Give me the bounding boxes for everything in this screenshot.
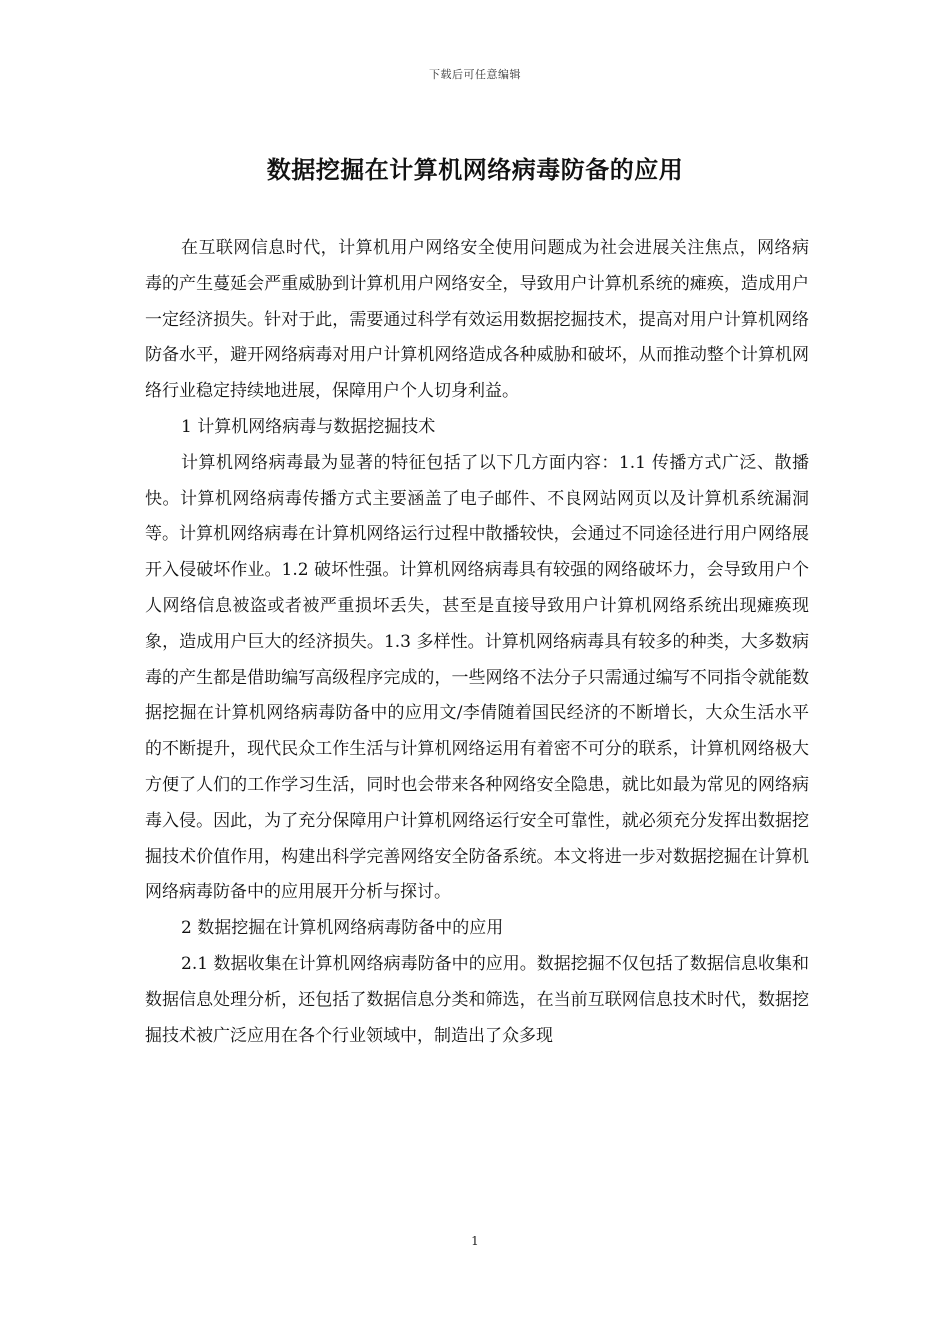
- document-title: 数据挖掘在计算机网络病毒防备的应用: [266, 156, 684, 184]
- document-body: [145, 231, 809, 1054]
- section-heading-1: 1 计算机网络病毒与数据挖掘技术: [181, 416, 436, 437]
- section-heading-2: 2 数据挖掘在计算机网络病毒防备中的应用: [181, 918, 504, 939]
- page-header-note: 下载后可任意编辑: [429, 68, 521, 81]
- page-number: 1: [471, 1234, 479, 1248]
- paragraph-intro: 在互联网信息时代，计算机用户网络安全使用问题成为社会进展关注焦点，网络病毒的产生蔓延会严重威胁到计算机用户网络安全，导致用户计算机系统的瘫痪，造成用户一定经济损失。针对于此，需要通过科学有效运用数据挖掘技术，提高对用户计算机网络防备水平，避开网络病毒对用户计算机网络造成各种威胁和破坏，从而推动整个计算机网络行业稳定持续地进展，保障用户个人切身利益。: [145, 238, 809, 402]
- paragraph-data-collection: 2.1 数据收集在计算机网络病毒防备中的应用。数据挖掘不仅包括了数据信息收集和数据信息处理分析，还包括了数据信息分类和筛选，在当前互联网信息技术时代，数据挖掘技术被广泛应用在各个行业领域中，制造出了众多现: [145, 953, 809, 1046]
- paragraph-virus-features: 计算机网络病毒最为显著的特征包括了以下几方面内容：1.1 传播方式广泛、散播快。计算机网络病毒传播方式主要涵盖了电子邮件、不良网站网页以及计算机系统漏洞等。计算机网络病毒在计算机网络运行过程中散播较快，会通过不同途径进行用户网络展开入侵破坏作业。1.2 破坏性强。计算机网络病毒具有较强的网络破坏力，会导致用户个人网络信息被盗或者被严重损坏丢失，甚至是直接导致用户计算机网络系统出现瘫痪现象，造成用户巨大的经济损失。1.3 多样性。计算机网络病毒具有较多的种类，大多数病毒的产生都是借助编写高级程序完成的，一些网络不法分子只需通过编写不同指令就能数据挖掘在计算机网络病毒防备中的应用文/李倩随着国民经济的不断增长，大众生活水平的不断提升，现代民众工作生活与计算机网络运用有着密不可分的联系，计算机网络极大方便了人们的工作学习生活，同时也会带来各种网络安全隐患，就比如最为常见的网络病毒入侵。因此，为了充分保障用户计算机网络运行安全可靠性，就必须充分发挥出数据挖掘技术价值作用，构建出科学完善网络安全防备系统。本文将进一步对数据挖掘在计算机网络病毒防备中的应用展开分析与探讨。: [145, 452, 809, 903]
